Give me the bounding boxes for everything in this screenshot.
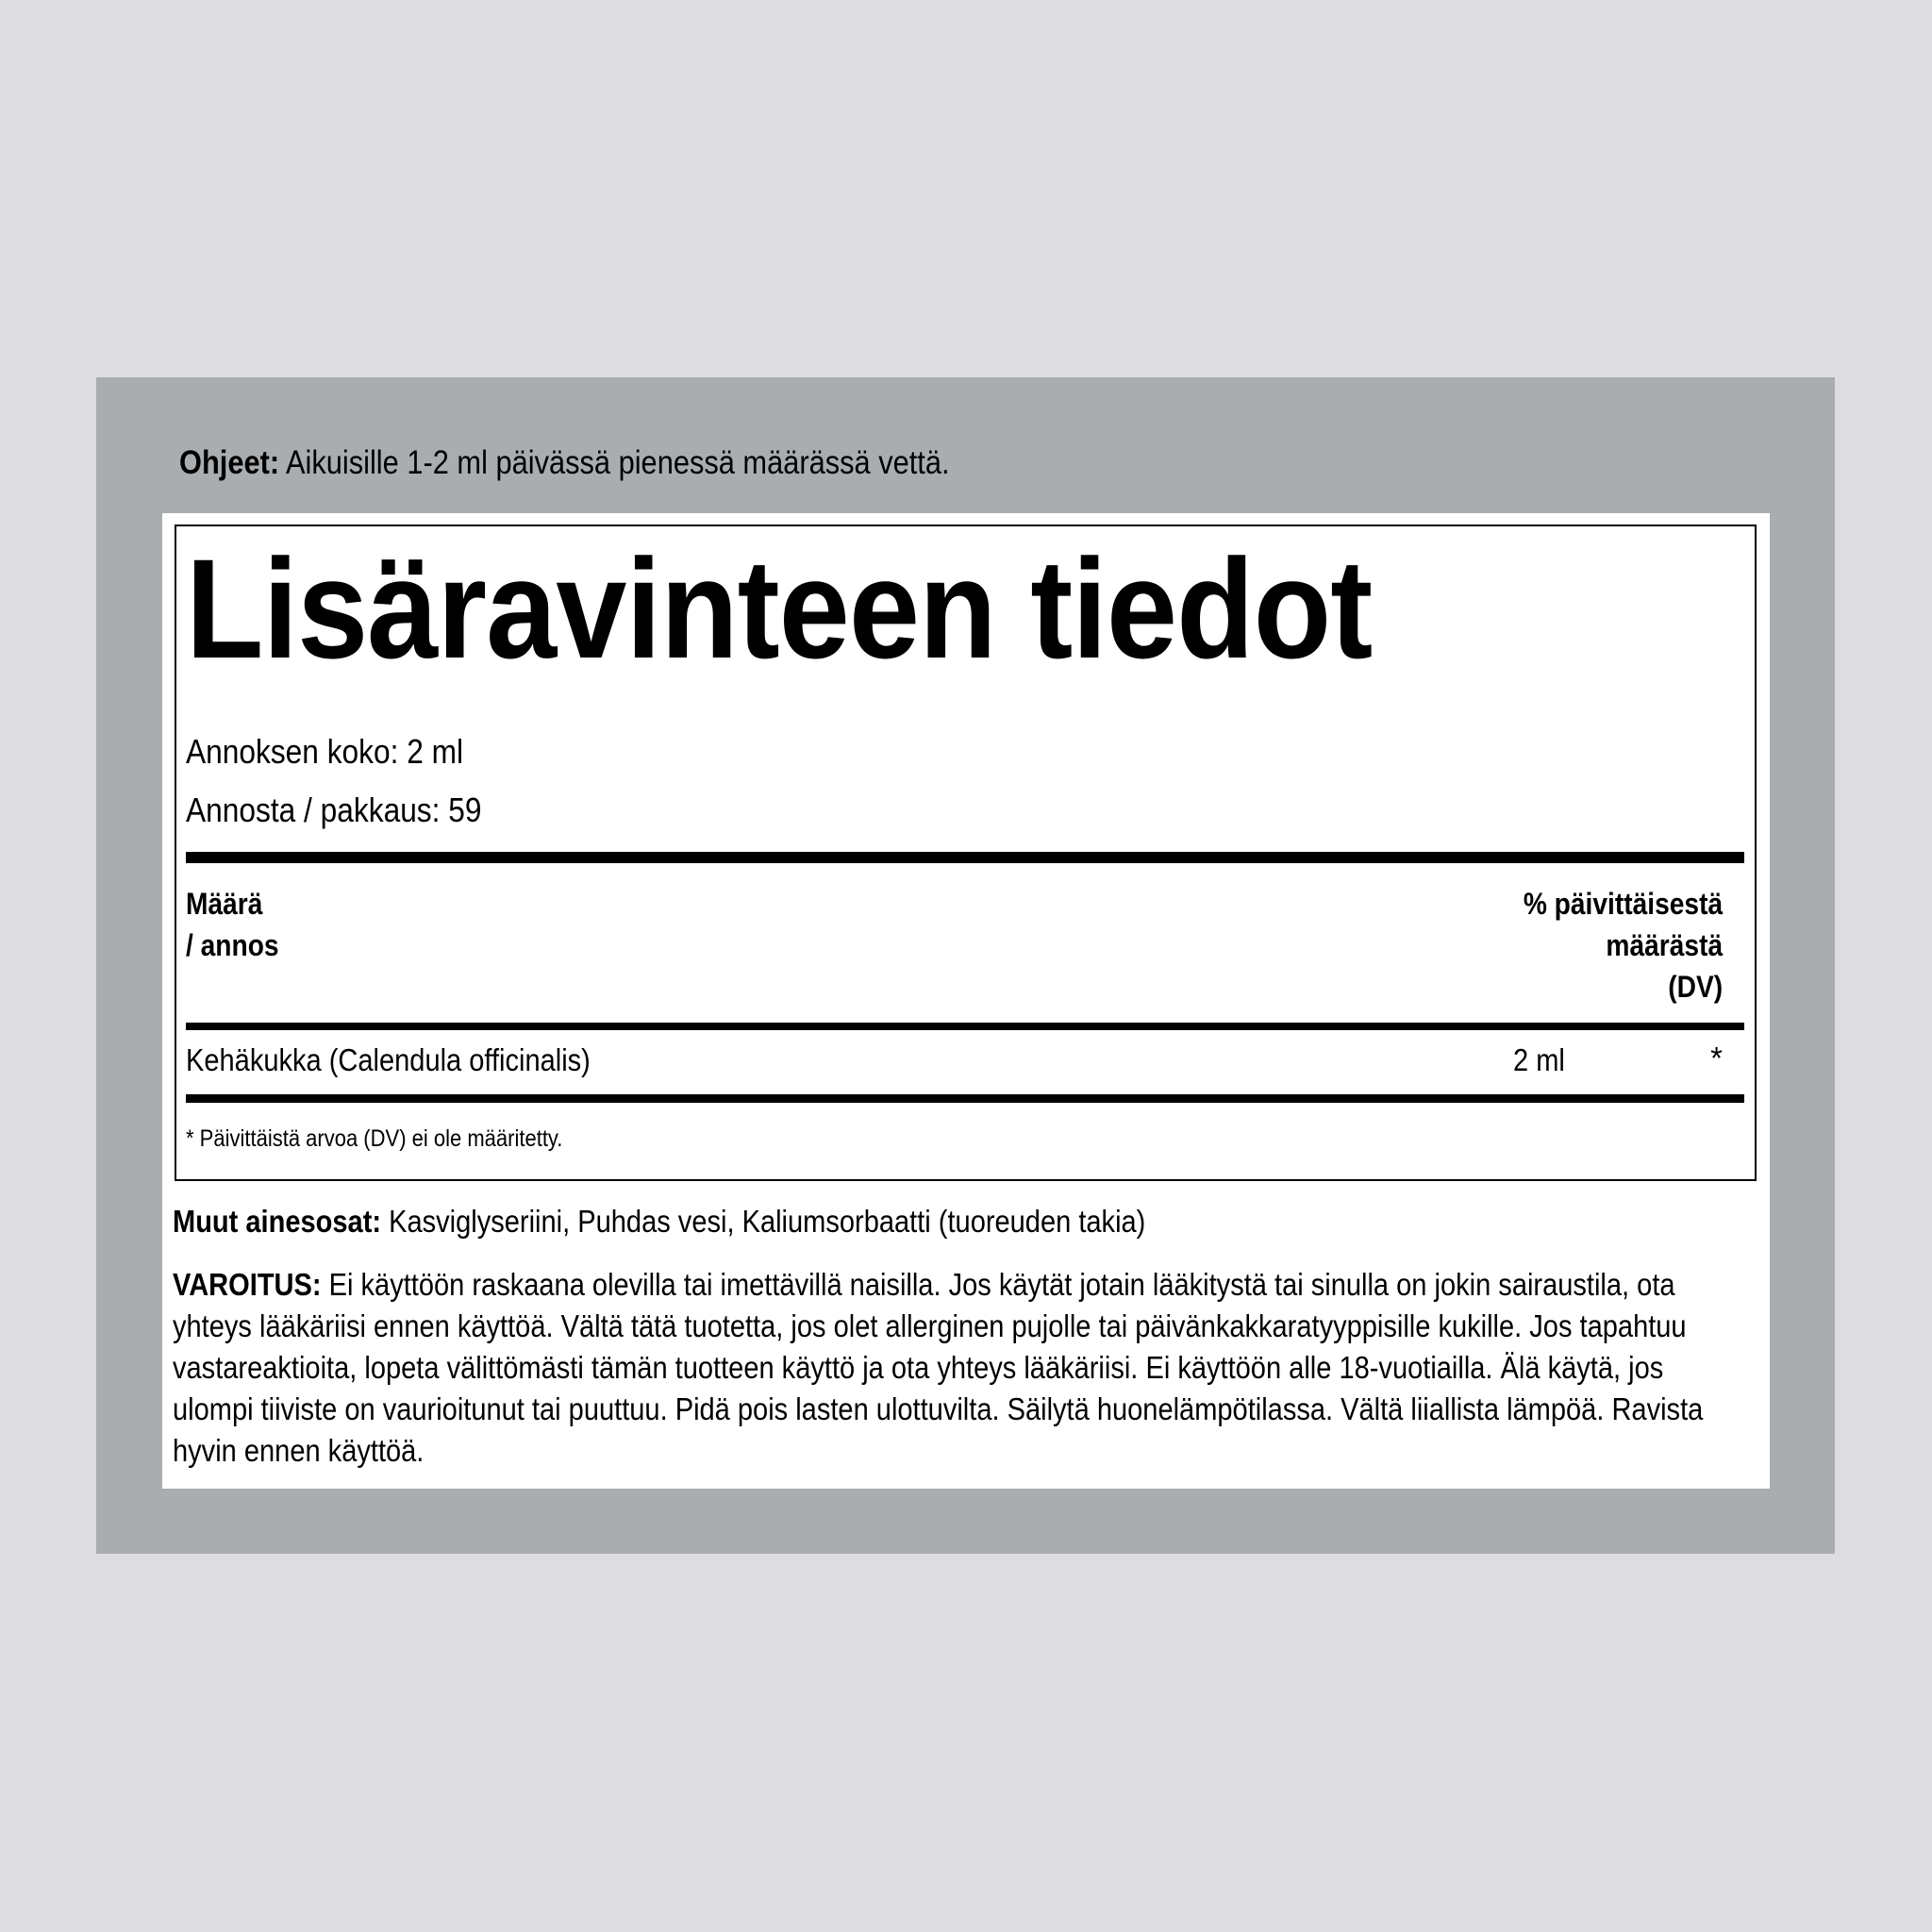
dv-footnote: * Päivittäistä arvoa (DV) ei ole määritetty.	[186, 1125, 563, 1152]
amount-per-serving-header	[186, 883, 279, 966]
servings-per-container: Annosta / pakkaus: 59	[186, 791, 482, 829]
directions-text: Aikuisille 1-2 ml päivässä pienessä määrässä vettä.	[279, 444, 950, 481]
divider-bottom	[186, 1094, 1744, 1103]
other-ingredients-label: Muut ainesosat:	[173, 1204, 382, 1239]
warning-text: Ei käyttöön raskaana olevilla tai imettävillä naisilla. Jos käytät jotain lääkitystä tai sinulla on jokin sairaustila, ota yhteys lääkäriisi ennen käyttöä. Vältä tätä tuotetta, jos olet allerginen pujolle tai päivänkakkaratyyppisille kukille. Jos tapahtuu vastareaktioita, lopeta välittömästi tämän tuotteen käyttö ja ota yhteys lääkäriisi. Ei käyttöön alle 18-vuotiailla. Älä käytä, jos ulompi tiiviste on vaurioitunut tai puuttuu. Pidä pois lasten ulottuvilta. Säilytä huonelämpötilassa. Vältä liiallista lämpöä. Ravista hyvin ennen käyttöä.	[173, 1267, 1704, 1468]
dv-header-line3: (DV)	[1668, 970, 1723, 1004]
other-ingredients	[173, 1201, 1145, 1242]
thick-divider-top	[186, 852, 1744, 863]
dv-header-line1: % päivittäisestä	[1523, 887, 1723, 921]
directions	[179, 441, 950, 485]
serving-size: Annoksen koko: 2 ml	[186, 732, 464, 771]
amount-header-line1: Määrä	[186, 887, 263, 921]
dv-header-line2: määrästä	[1606, 928, 1723, 962]
amount-header-line2: / annos	[186, 928, 279, 962]
ingredient-name: Kehäkukka (Calendula officinalis)	[186, 1042, 591, 1077]
daily-value-header	[1524, 883, 1723, 1008]
facts-title: Lisäravinteen tiedot	[186, 529, 1373, 688]
warning	[173, 1264, 1733, 1472]
ingredient-dv: *	[1710, 1041, 1723, 1075]
warning-label: VAROITUS:	[173, 1267, 322, 1302]
divider-mid	[186, 1023, 1744, 1030]
other-ingredients-text: Kasviglyseriini, Puhdas vesi, Kaliumsorbaatti (tuoreuden takia)	[381, 1204, 1146, 1239]
directions-label: Ohjeet:	[179, 444, 280, 481]
ingredient-amount: 2 ml	[1513, 1042, 1565, 1077]
